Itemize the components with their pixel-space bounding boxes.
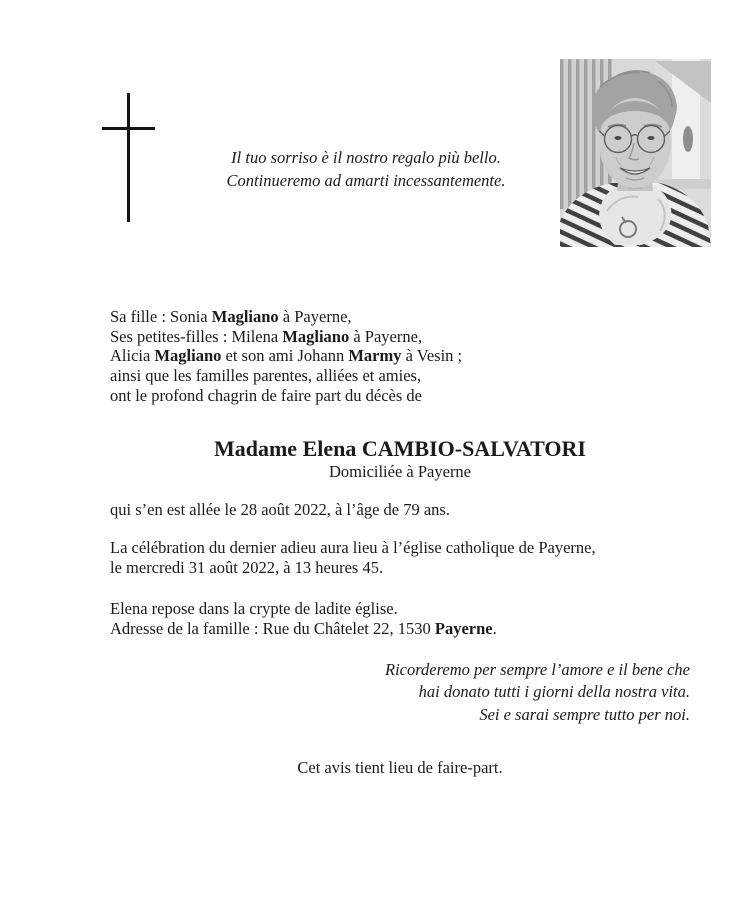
repose-line: Elena repose dans la crypte de ladite église.: [110, 599, 398, 618]
ceremony-line-1: La célébration du dernier adieu aura lieu à l’église catholique de Payerne,: [110, 538, 596, 557]
family-line-2: [110, 327, 462, 347]
cross-icon: [102, 93, 155, 222]
closing-quote-line-1: Ricorderemo per sempre l’amore e il bene che: [385, 660, 690, 679]
portrait-photo: [560, 59, 711, 247]
opening-quote: [180, 147, 552, 192]
address-line: [110, 619, 497, 639]
footer-notice: Cet avis tient lieu de faire-part.: [297, 758, 503, 777]
family-name-bold: Magliano: [154, 346, 222, 366]
closing-quote: [110, 659, 690, 726]
family-name-bold: Marmy: [348, 346, 402, 366]
repose-paragraph: [110, 599, 497, 638]
ceremony-paragraph: [110, 538, 596, 577]
family-announcement: [110, 307, 462, 406]
closing-quote-line-3: Sei e sarai sempre tutto per noi.: [479, 704, 690, 724]
text-segment: à Payerne,: [349, 326, 423, 346]
text-segment: .: [492, 618, 497, 638]
opening-quote-line-2: Continueremo ad amarti incessantemente.: [226, 170, 506, 190]
deceased-residence: Domiciliée à Payerne: [328, 462, 472, 481]
text-segment: Alicia: [110, 346, 155, 366]
ceremony-line-2: le mercredi 31 août 2022, à 13 heures 45.: [110, 557, 384, 577]
family-name-bold: Magliano: [211, 307, 279, 326]
family-line-4: ainsi que les familles parentes, alliées et amies,: [110, 366, 422, 386]
family-name-bold: Magliano: [282, 326, 350, 346]
closing-quote-line-2: hai donato tutti i giorni della nostra vita.: [418, 682, 690, 702]
cross-vertical-bar: [127, 93, 130, 222]
opening-quote-line-1: Il tuo sorriso è il nostro regalo più bello.: [231, 148, 501, 167]
family-line-3: [110, 346, 462, 366]
deceased-name: Madame Elena CAMBIO-SALVATORI: [213, 436, 586, 461]
passing-line: qui s’en est allée le 28 août 2022, à l’âge de 79 ans.: [110, 500, 450, 519]
family-line-5: ont le profond chagrin de faire part du décès de: [110, 385, 422, 405]
portrait-photo-graphic: [560, 59, 711, 247]
text-segment: et son ami Johann: [221, 346, 349, 366]
text-segment: Ses petites-filles : Milena: [110, 326, 283, 346]
deceased-block: [110, 436, 690, 482]
address-city-bold: Payerne: [434, 618, 493, 638]
family-line-1: [110, 307, 462, 327]
text-segment: à Payerne,: [278, 307, 352, 326]
text-segment: Adresse de la famille : Rue du Châtelet 22, 1530: [110, 618, 435, 638]
text-segment: à Vesin ;: [401, 346, 463, 366]
cross-horizontal-bar: [102, 127, 155, 130]
text-segment: Sa fille : Sonia: [110, 307, 212, 326]
